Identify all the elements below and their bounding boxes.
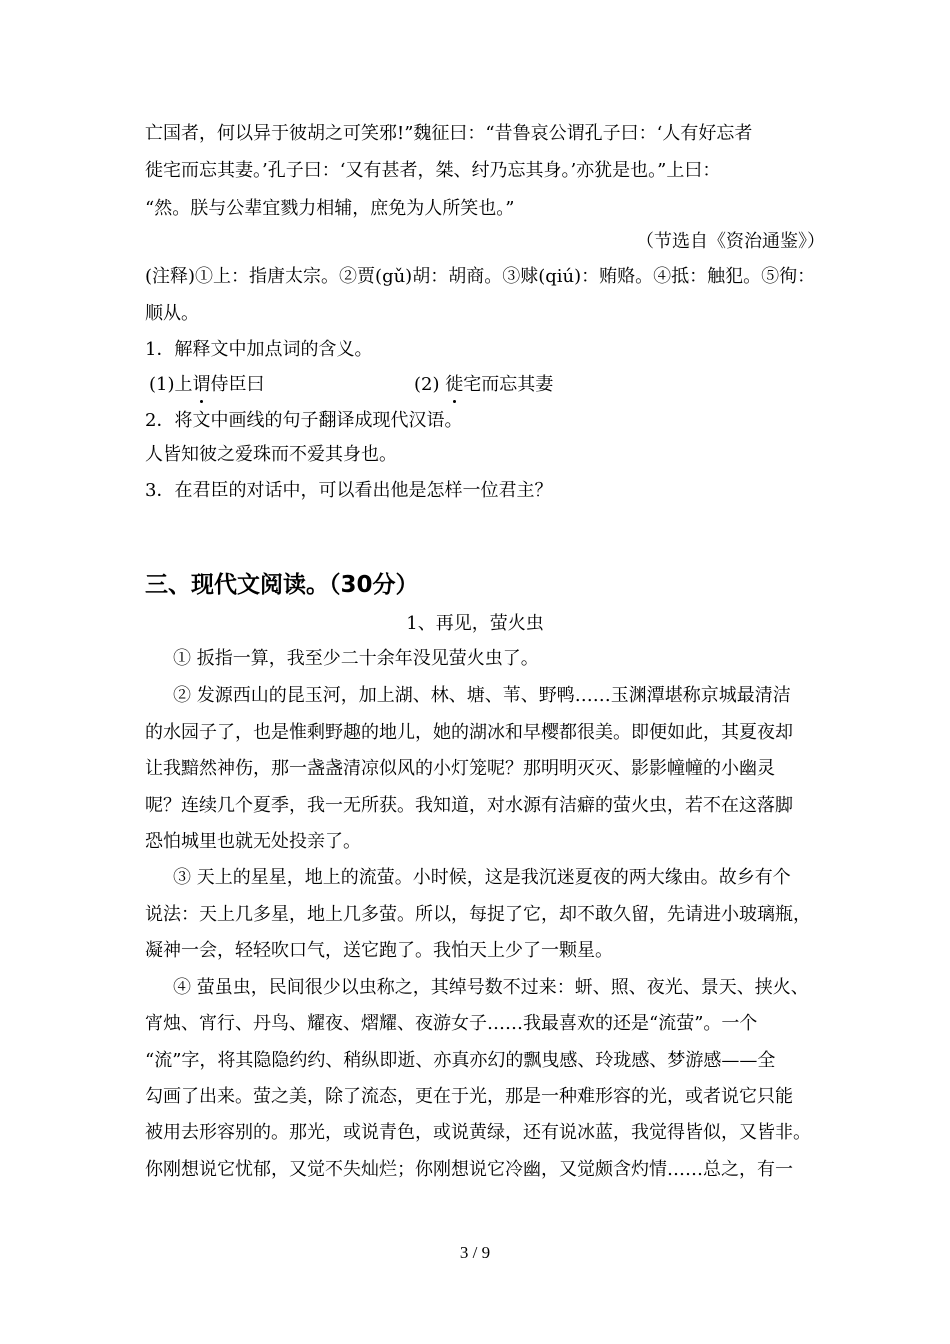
article-line-14: 被用去形容别的。那光，或说青色，或说黄绿，还有说冰蓝，我觉得皆似，又皆非。	[145, 1122, 811, 1143]
item-2-dotted-word: 徙	[445, 374, 464, 395]
item-2-prefix: (2)	[414, 374, 446, 395]
article-line-5: 呢？连续几个夏季，我一无所获。我知道，对水源有洁癖的萤火虫，若不在这落脚	[145, 795, 793, 816]
question-1-items	[149, 373, 819, 397]
classical-line-2: 徙宅而忘其妻。’孔子曰：‘又有甚者，桀、纣乃忘其身。’亦犹是也。”上曰：	[145, 160, 721, 181]
article-line-11: 宵烛、宵行、丹鸟、耀夜、熠耀、夜游女子……我最喜欢的还是“流萤”。一个	[145, 1013, 758, 1034]
item-2-suffix: 宅而忘其妻	[463, 374, 554, 395]
question-1-item-1	[149, 374, 265, 395]
article-line-7: ③ 天上的星星，地上的流萤。小时候，这是我沉迷夏夜的两大缘由。故乡有个	[173, 867, 791, 888]
section-heading: 三、现代文阅读。（30分）	[145, 572, 419, 598]
item-1-dotted-word: 谓	[192, 374, 211, 395]
item-1-prefix: (1)上	[149, 374, 193, 395]
question-3: 3．在君臣的对话中，可以看出他是怎样一位君主？	[145, 480, 553, 501]
article-line-8: 说法：天上几多星，地上几多萤。所以，每捉了它，却不敢久留，先请进小玻璃瓶，	[145, 904, 811, 925]
article-line-10: ④ 萤虽虫，民间很少以虫称之，其绰号数不过来：蚈、照、夜光、景天、挟火、	[173, 977, 809, 998]
article-line-6: 恐怕城里也就无处投亲了。	[145, 831, 361, 852]
article-line-4: 让我黯然神伤，那一盏盏清凉似风的小灯笼呢？那明明灭灭、影影幢幢的小幽灵	[145, 758, 775, 779]
article-line-13: 勾画了出来。萤之美，除了流态，更在于光，那是一种难形容的光，或者说它只能	[145, 1086, 793, 1107]
article-line-12: “流”字，将其隐隐约约、稍纵即逝、亦真亦幻的飘曳感、玲珑感、梦游感——全	[145, 1050, 776, 1071]
notes-line-1: (注释)①上：指唐太宗。②贾(gǔ)胡：胡商。③赇(qiú)：贿赂。④抵：触犯。⑤徇：	[145, 266, 816, 287]
page-number: 3 / 9	[459, 1243, 491, 1262]
question-1: 1．解释文中加点词的含义。	[145, 339, 373, 360]
article-title: 1、再见，萤火虫	[406, 613, 544, 634]
classical-line-3: “然。朕与公辈宜戮力相辅，庶免为人所笑也。”	[145, 198, 515, 219]
article-line-15: 你刚想说它忧郁，又觉不失灿烂；你刚想说它冷幽，又觉颇含灼情……总之，有一	[145, 1159, 793, 1180]
article-line-3: 的水园子了，也是惟剩野趣的地儿，她的湖冰和早樱都很美。即便如此，其夏夜却	[145, 722, 793, 743]
source-citation: （节选自《资治通鉴》）	[636, 231, 825, 252]
item-1-suffix: 侍臣曰	[210, 374, 265, 395]
article-line-2: ② 发源西山的昆玉河，加上湖、林、塘、苇、野鸭……玉渊潭堪称京城最清洁	[173, 685, 791, 706]
classical-line-1: 亡国者，何以异于彼胡之可笑邪!”魏征曰：“昔鲁哀公谓孔子曰：‘人有好忘者	[145, 123, 753, 144]
question-2: 2．将文中画线的句子翻译成现代汉语。	[145, 410, 463, 431]
article-line-9: 凝神一会，轻轻吹口气，送它跑了。我怕天上少了一颗星。	[145, 940, 613, 961]
question-1-item-2	[414, 373, 553, 397]
article-line-1: ① 扳指一算，我至少二十余年没见萤火虫了。	[173, 648, 539, 669]
question-2-sentence: 人皆知彼之爱珠而不爱其身也。	[145, 444, 397, 465]
notes-line-2: 顺从。	[145, 303, 199, 324]
